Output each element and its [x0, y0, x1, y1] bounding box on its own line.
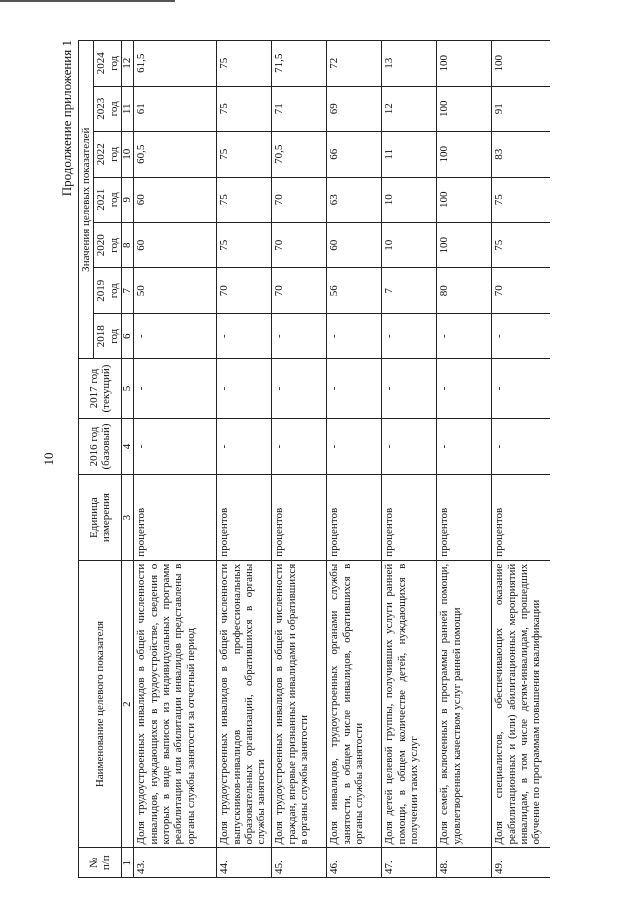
value-2016: - [217, 418, 272, 475]
header-year-text: 2020 год [95, 234, 120, 257]
value-2018: - [217, 313, 272, 358]
header-name [79, 560, 122, 848]
indicator-name: Доля трудоустроенных инвалидов в общей численности граждан, впервые признанных инвалидами и обратившихся в органы службы занятости [272, 560, 327, 848]
row-number: 46. [327, 848, 382, 878]
row-number: 48. [437, 848, 492, 878]
table-row [492, 41, 551, 878]
header-unit-text: Единица измерения [87, 493, 113, 543]
top-rule [0, 0, 175, 2]
header-year-text: 2019 год [95, 279, 120, 302]
table-row [134, 41, 217, 878]
value-2022: 60,5 [134, 132, 217, 177]
header-year-2023 [94, 86, 122, 131]
value-2017: - [327, 359, 382, 418]
appendix-continuation-label: Продолжение приложения 1 [59, 40, 74, 197]
value-2018: - [272, 313, 327, 358]
value-2023: 69 [327, 86, 382, 131]
value-2016: - [492, 418, 551, 475]
value-2019: 70 [217, 268, 272, 313]
header-name-text: Наименование целевого показателя [93, 621, 106, 788]
unit: процентов [134, 475, 217, 560]
header-year-text: 2024 год [95, 52, 120, 75]
header-year-2024 [94, 41, 122, 87]
col-number: 2 [122, 560, 134, 848]
row-number: 43. [134, 848, 217, 878]
row-number: 45. [272, 848, 327, 878]
value-2018: - [327, 313, 382, 358]
unit: процентов [217, 475, 272, 560]
indicator-name: Доля инвалидов, трудоустроенных органами службы занятости, в общем числе инвалидов, обратившихся в органы службы занятости [327, 560, 382, 848]
value-2016: - [272, 418, 327, 475]
column-numbers-row [122, 41, 134, 878]
value-2023: 75 [217, 86, 272, 131]
value-2022: 11 [382, 132, 437, 177]
value-2016: - [382, 418, 437, 475]
indicator-name: Доля трудоустроенных инвалидов в общей численности выпускников-инвалидов профессиональных образовательных организаций, обратившихся в органы службы занятости [217, 560, 272, 848]
value-2024: 100 [437, 41, 492, 87]
value-2022: 66 [327, 132, 382, 177]
header-unit [79, 475, 122, 560]
value-2022: 70,5 [272, 132, 327, 177]
table-row [217, 41, 272, 878]
value-2021: 75 [217, 177, 272, 222]
header-year-text: 2022 год [95, 143, 120, 166]
value-2017: - [437, 359, 492, 418]
value-2019: 50 [134, 268, 217, 313]
header-target-values [79, 41, 94, 359]
header-year-text: 2023 год [95, 97, 120, 120]
unit: процентов [382, 475, 437, 560]
value-2019: 80 [437, 268, 492, 313]
col-number: 7 [122, 268, 134, 313]
col-number: 8 [122, 223, 134, 268]
value-2019: 7 [382, 268, 437, 313]
unit: процентов [327, 475, 382, 560]
value-2022: 83 [492, 132, 551, 177]
value-2024: 100 [492, 41, 551, 87]
value-2023: 100 [437, 86, 492, 131]
value-2021: 70 [272, 177, 327, 222]
page-number: 10 [41, 452, 56, 466]
value-2020: 60 [134, 223, 217, 268]
header-year-2019 [94, 268, 122, 313]
col-number: 11 [122, 86, 134, 131]
table-row [382, 41, 437, 878]
header-current-year [79, 359, 122, 418]
value-2020: 70 [272, 223, 327, 268]
target-indicators-table [78, 40, 550, 878]
col-number: 5 [122, 359, 134, 418]
value-2020: 100 [437, 223, 492, 268]
value-2020: 10 [382, 223, 437, 268]
header-base-year [79, 418, 122, 475]
col-number: 4 [122, 418, 134, 475]
value-2021: 10 [382, 177, 437, 222]
value-2017: - [134, 359, 217, 418]
col-number: 9 [122, 177, 134, 222]
value-2023: 91 [492, 86, 551, 131]
header-year-2022 [94, 132, 122, 177]
table-row [327, 41, 382, 878]
value-2020: 75 [217, 223, 272, 268]
value-2016: - [437, 418, 492, 475]
row-number: 44. [217, 848, 272, 878]
value-2020: 60 [327, 223, 382, 268]
unit: процентов [272, 475, 327, 560]
col-number: 10 [122, 132, 134, 177]
value-2023: 71 [272, 86, 327, 131]
value-2022: 75 [217, 132, 272, 177]
indicator-name: Доля специалистов, обеспечивающих оказание реабилитационных и (или) абилитационных мероприятий инвалидам, в том числе детям-инвалидам, прошедших обучение по программам повышения квалификации [492, 560, 551, 848]
row-number: 47. [382, 848, 437, 878]
value-2022: 100 [437, 132, 492, 177]
col-number: 1 [122, 848, 134, 878]
header-num [79, 848, 122, 878]
value-2023: 12 [382, 86, 437, 131]
header-year-text: 2018 год [95, 325, 120, 348]
value-2019: 56 [327, 268, 382, 313]
col-number: 3 [122, 475, 134, 560]
value-2021: 63 [327, 177, 382, 222]
header-num-text: № п/п [87, 855, 113, 871]
col-number: 6 [122, 313, 134, 358]
value-2024: 61,5 [134, 41, 217, 87]
col-number: 12 [122, 41, 134, 87]
value-2024: 13 [382, 41, 437, 87]
rotated-page [42, 40, 640, 878]
value-2024: 72 [327, 41, 382, 87]
value-2017: - [272, 359, 327, 418]
value-2018: - [492, 313, 551, 358]
value-2017: - [492, 359, 551, 418]
value-2018: - [382, 313, 437, 358]
value-2017: - [217, 359, 272, 418]
value-2019: 70 [272, 268, 327, 313]
unit: процентов [437, 475, 492, 560]
header-base-year-text: 2016 год (базовый) [87, 423, 113, 470]
indicator-name: Доля трудоустроенных инвалидов в общей численности инвалидов, нуждающихся в трудоустройстве, сведения о которых в виде выписок из индивидуальных программ реабилитации или абилитации инвалидов представлены в органы службы занятости за отчетный период [134, 560, 217, 848]
table-row [272, 41, 327, 878]
value-2021: 75 [492, 177, 551, 222]
value-2017: - [382, 359, 437, 418]
header-row-1 [79, 41, 94, 878]
value-2019: 70 [492, 268, 551, 313]
unit: процентов [492, 475, 551, 560]
header-current-year-text: 2017 год (текущий) [87, 364, 113, 413]
value-2023: 61 [134, 86, 217, 131]
header-year-text: 2021 год [95, 188, 120, 211]
value-2021: 100 [437, 177, 492, 222]
value-2020: 75 [492, 223, 551, 268]
value-2024: 75 [217, 41, 272, 87]
table-row [437, 41, 492, 878]
value-2016: - [134, 418, 217, 475]
value-2018: - [134, 313, 217, 358]
header-year-2020 [94, 223, 122, 268]
value-2024: 71,5 [272, 41, 327, 87]
header-year-2021 [94, 177, 122, 222]
value-2016: - [327, 418, 382, 475]
value-2018: - [437, 313, 492, 358]
indicator-name: Доля детей целевой группы, получивших услуги ранней помощи, в общем количестве детей, нуждающихся в получении таких услуг [382, 560, 437, 848]
header-target-values-text: Значения целевых показателей [80, 127, 92, 272]
row-number: 49. [492, 848, 551, 878]
value-2021: 60 [134, 177, 217, 222]
header-year-2018 [94, 313, 122, 358]
indicator-name: Доля семей, включенных в программы ранней помощи, удовлетворенных качеством услуг ранней помощи [437, 560, 492, 848]
